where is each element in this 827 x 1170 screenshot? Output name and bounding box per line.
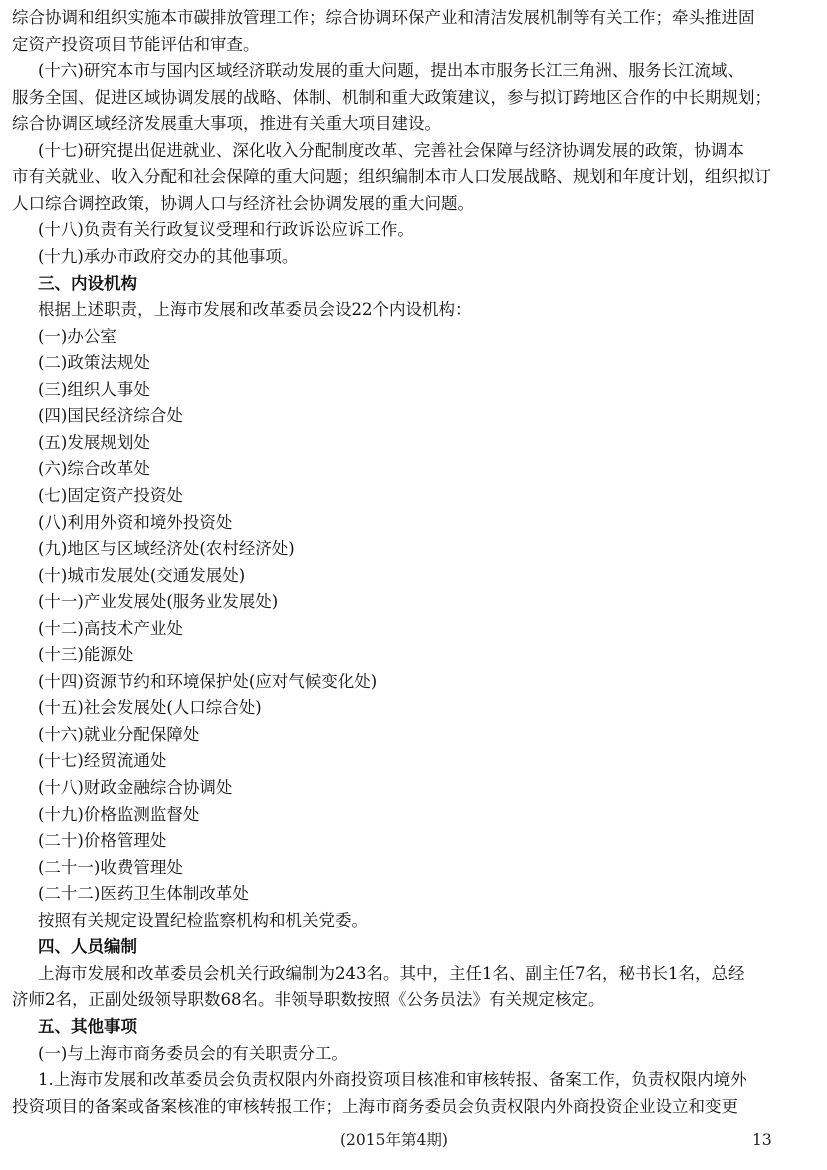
text-line: (三)组织人事处 [38, 379, 150, 399]
text-line: 服务全国、促进区域协调发展的战略、体制、机制和重大政策建议，参与拟订跨地区合作的中长期规划； [12, 87, 771, 107]
text-line: (七)固定资产投资处 [38, 485, 183, 505]
text-line: (十一)产业发展处(服务业发展处) [38, 592, 279, 612]
text-line: 济师2名，正副处级领导职数68名。非领导职数按照《公务员法》有关规定核定。 [12, 990, 605, 1010]
text-line: 按照有关规定设置纪检监察机构和机关党委。 [38, 910, 368, 930]
section-heading: 五、其他事项 [38, 1016, 137, 1036]
text-line: (五)发展规划处 [38, 432, 150, 452]
text-line: 投资项目的备案或备案核准的审核转报工作；上海市商务委员会负责权限内外商投资企业设立和变更 [12, 1096, 738, 1116]
text-line: (十七)研究提出促进就业、深化收入分配制度改革、完善社会保障与经济协调发展的政策，协调本 [38, 140, 744, 160]
text-line: (十九)价格监测监督处 [38, 804, 200, 824]
text-line: (二十)价格管理处 [38, 831, 167, 851]
text-line: 定资产投资项目节能评估和审查。 [12, 34, 260, 54]
text-line: (十八)负责有关行政复议受理和行政诉讼应诉工作。 [38, 220, 414, 240]
text-line: (十二)高技术产业处 [38, 618, 183, 638]
text-line: (二)政策法规处 [38, 353, 150, 373]
section-heading: 三、内设机构 [38, 273, 137, 293]
text-line: (一)与上海市商务委员会的有关职责分工。 [38, 1043, 348, 1063]
text-line: 上海市发展和改革委员会机关行政编制为243名。其中，主任1名、副主任7名，秘书长1名，总经 [38, 963, 745, 983]
text-line: 综合协调和组织实施本市碳排放管理工作；综合协调环保产业和清洁发展机制等有关工作；牵头推进固 [12, 8, 755, 27]
text-line: 市有关就业、收入分配和社会保障的重大问题；组织编制本市人口发展战略、规划和年度计划，组织拟订 [12, 167, 771, 187]
text-line: (十四)资源节约和环境保护处(应对气候变化处) [38, 671, 378, 691]
text-line: 人口综合调控政策，协调人口与经济社会协调发展的重大问题。 [12, 193, 474, 213]
text-line: (一)办公室 [38, 326, 117, 346]
text-line: (八)利用外资和境外投资处 [38, 512, 233, 532]
text-line: (十五)社会发展处(人口综合处) [38, 698, 262, 718]
text-line: (十九)承办市政府交办的其他事项。 [38, 247, 299, 266]
text-line: (四)国民经济综合处 [38, 406, 183, 426]
text-line: (十七)经贸流通处 [38, 751, 167, 771]
page-number: 13 [752, 1131, 772, 1149]
text-line: (六)综合改革处 [38, 459, 150, 479]
text-line: (二十一)收费管理处 [38, 857, 183, 877]
footer-issue: (2015年第4期) [340, 1131, 448, 1149]
text-line: (十三)能源处 [38, 645, 134, 665]
text-line: (十八)财政金融综合协调处 [38, 778, 233, 797]
text-line: (十六)研究本市与国内区域经济联动发展的重大问题，提出本市服务长江三角洲、服务长江流域、 [38, 61, 744, 81]
text-line: 根据上述职责，上海市发展和改革委员会设22个内设机构： [38, 300, 472, 320]
text-line: (九)地区与区域经济处(农村经济处) [38, 539, 295, 558]
text-line: (二十二)医药卫生体制改革处 [38, 884, 249, 904]
section-heading: 四、人员编制 [38, 937, 137, 957]
text-line: 1.上海市发展和改革委员会负责权限内外商投资项目核准和审核转报、备案工作，负责权限内境外 [38, 1070, 747, 1089]
text-line: (十六)就业分配保障处 [38, 724, 200, 744]
text-line: (十)城市发展处(交通发展处) [38, 565, 246, 585]
text-line: 综合协调区域经济发展重大事项，推进有关重大项目建设。 [12, 114, 441, 134]
